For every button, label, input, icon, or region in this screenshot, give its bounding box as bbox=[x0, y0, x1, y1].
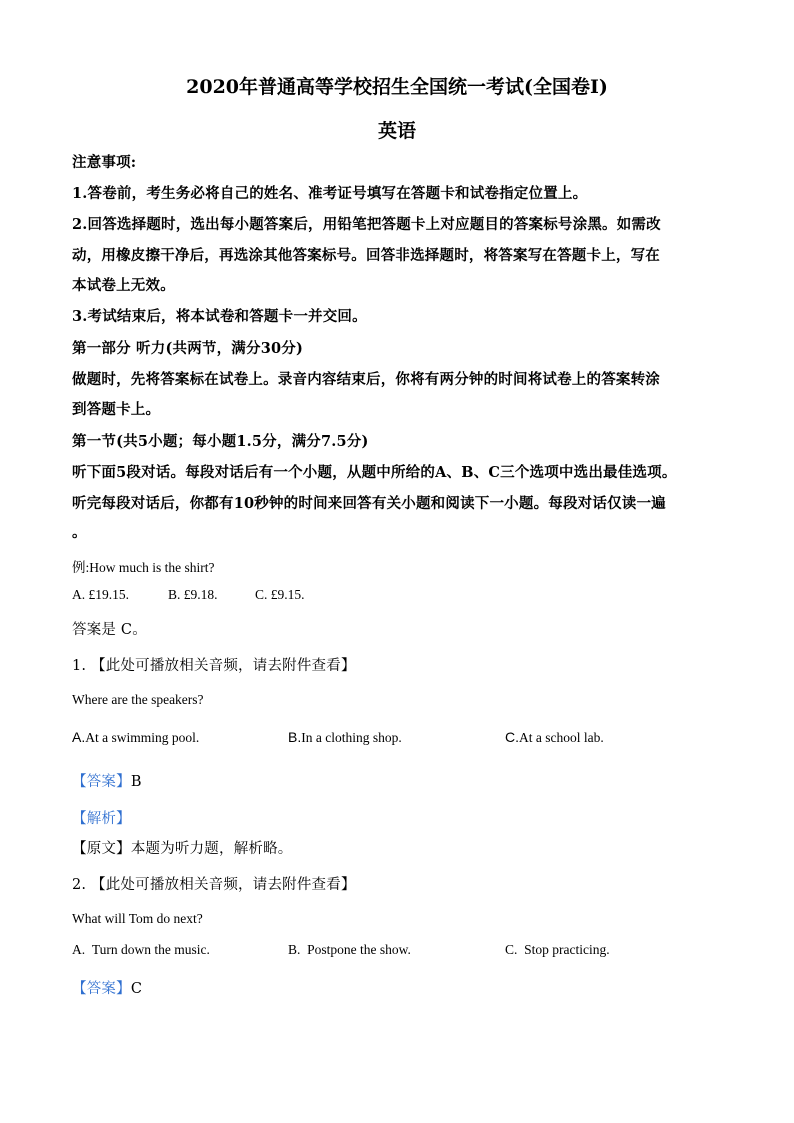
example-question: 例:How much is the shirt? bbox=[72, 560, 215, 575]
notes-item-2-line-1: 2.回答选择题时，选出每小题答案后，用铅笔把答题卡上对应题目的答案标号涂黑。如需改 bbox=[72, 216, 661, 233]
notes-item-1: 1.答卷前，考生务必将自己的姓名、准考证号填写在答题卡和试卷指定位置上。 bbox=[72, 185, 588, 202]
section1-desc-line-3: 。 bbox=[72, 524, 87, 541]
notes-heading: 注意事项: bbox=[72, 154, 137, 171]
question-2-option-a: A. Turn down the music. bbox=[72, 942, 210, 957]
question-2-option-c: C. Stop practicing. bbox=[505, 942, 610, 957]
question-1-answer: 【答案】B bbox=[72, 774, 142, 790]
exam-subject: 英语 bbox=[377, 120, 416, 142]
question-1-original: 【原文】本题为听力题，解析略。 bbox=[72, 841, 293, 857]
question-2-option-b: B. Postpone the show. bbox=[288, 942, 411, 957]
question-2-answer: 【答案】C bbox=[72, 981, 143, 997]
part1-desc-line-1: 做题时，先将答案标在试卷上。录音内容结束后，你将有两分钟的时间将试卷上的答案转涂 bbox=[72, 371, 660, 388]
example-option-a: A. £19.15. bbox=[72, 587, 129, 602]
notes-item-2-line-2: 动，用橡皮擦干净后，再选涂其他答案标号。回答非选择题时，将答案写在答题卡上，写在 bbox=[72, 247, 660, 264]
question-1-option-a: A.At a swimming pool. bbox=[72, 729, 200, 745]
notes-item-3: 3.考试结束后，将本试卷和答题卡一并交回。 bbox=[72, 308, 367, 325]
question-1-analysis-tag: 【解析】 bbox=[72, 811, 131, 827]
notes-item-2-line-3: 本试卷上无效。 bbox=[72, 277, 175, 294]
section1-desc-line-1: 听下面5段对话。每段对话后有一个小题，从题中所给的A、B、C三个选项中选出最佳选项。 bbox=[72, 464, 677, 481]
question-1-option-c: C.At a school lab. bbox=[505, 729, 604, 745]
question-1-prompt: Where are the speakers? bbox=[72, 692, 204, 707]
example-option-c: C. £9.15. bbox=[255, 587, 305, 602]
question-2-header: 2. 【此处可播放相关音频，请去附件查看】 bbox=[72, 877, 356, 893]
question-1-option-b: B.In a clothing shop. bbox=[288, 729, 402, 745]
example-option-b: B. £9.18. bbox=[168, 587, 218, 602]
part1-heading: 第一部分 听力(共两节，满分30分) bbox=[72, 340, 304, 357]
part1-desc-line-2: 到答题卡上。 bbox=[72, 401, 161, 418]
example-answer: 答案是 C。 bbox=[72, 622, 147, 638]
answer-tag: 【答案】 bbox=[72, 981, 131, 997]
section1-heading: 第一节(共5小题；每小题1.5分，满分7.5分) bbox=[72, 433, 369, 450]
answer-tag: 【答案】 bbox=[72, 774, 131, 790]
question-2-prompt: What will Tom do next? bbox=[72, 911, 203, 926]
exam-title: 2020年普通高等学校招生全国统一考试(全国卷I) bbox=[186, 76, 608, 98]
question-1-header: 1. 【此处可播放相关音频，请去附件查看】 bbox=[72, 658, 356, 674]
section1-desc-line-2: 听完每段对话后，你都有10秒钟的时间来回答有关小题和阅读下一小题。每段对话仅读一遍 bbox=[72, 495, 666, 512]
